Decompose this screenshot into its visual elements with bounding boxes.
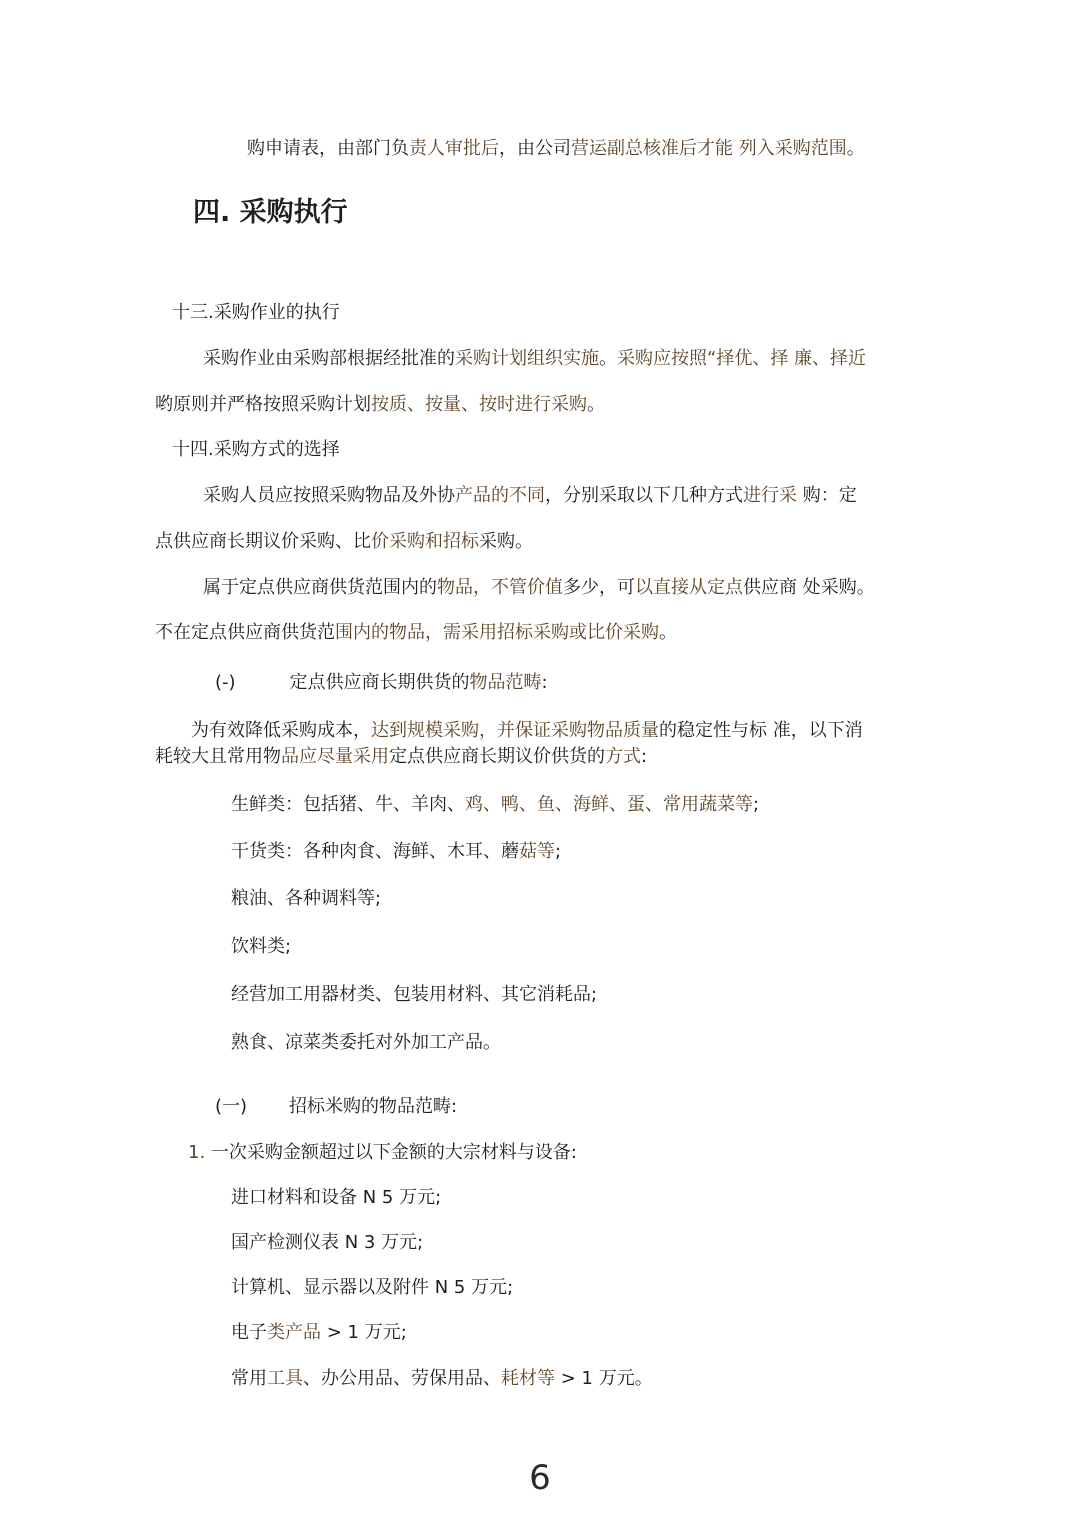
list-item: 饮料类;	[231, 936, 292, 957]
list-item: 经营加工用器材类、包装用材料、其它消耗品;	[231, 984, 598, 1005]
threshold-item: 计算机、显示器以及附件 N 5 万元;	[231, 1277, 514, 1298]
clause-14-paragraph-line-2: 点供应商长期议价采购、比价采购和招标采购。	[155, 531, 533, 552]
threshold-item: 进口材料和设备 N 5 万元;	[231, 1187, 442, 1208]
clause-14-paragraph-line-1: 采购人员应按照采购物品及外协产品的不同，分别采取以下几种方式进行采 购：定	[203, 485, 857, 506]
clause-13-paragraph-line-2: 哟原则并严格按照采购计划按质、按量、按时进行采购。	[155, 394, 605, 415]
list-item: 干货类：各种肉食、海鲜、木耳、蘑菇等;	[231, 841, 562, 862]
threshold-item: 电子类产品 > 1 万元;	[231, 1322, 407, 1343]
list-number: 1.	[188, 1142, 206, 1163]
list-item: 熟食、凉菜类委托对外加工产品。	[231, 1032, 501, 1053]
subsection-2-mark: (一)	[215, 1096, 248, 1117]
clause-13-paragraph-line-1: 采购作业由采购部根据经批准的采购计划组织实施。采购应按照“择优、择 廉、择近	[203, 348, 867, 369]
clause-13-title: 十三.采购作业的执行	[172, 302, 340, 323]
list-item: 粮油、各种调料等;	[231, 888, 382, 909]
section-title: 采购执行	[239, 197, 348, 228]
threshold-item: 常用工具、办公用品、劳保用品、耗材等 > 1 万元。	[231, 1368, 653, 1389]
subsection-2-heading: (一) 招标米购的物品范畴:	[215, 1096, 458, 1117]
cost-paragraph-line-1: 为有效降低采购成本，达到规模采购，并保证采购物品质量的稳定性与标 准，以下消	[191, 720, 863, 741]
subsection-1-mark: (-)	[215, 672, 236, 693]
clause-14-paragraph-line-3: 属于定点供应商供货范围内的物品，不管价值多少，可以直接从定点供应商 处采购。	[203, 577, 875, 598]
intro-line: 购申请表，由部门负责人审批后，由公司营运副总核准后才能 列入采购范围。	[247, 138, 865, 159]
list-item: 生鲜类：包括猪、牛、羊肉、鸡、鸭、鱼、海鲜、蛋、常用蔬菜等;	[231, 794, 760, 815]
clause-14-paragraph-line-4: 不在定点供应商供货范围内的物品，需采用招标采购或比价采购。	[155, 622, 677, 643]
section-number: 四.	[193, 197, 231, 228]
section-heading	[193, 194, 348, 232]
numbered-item-1: 1. 一次采购金额超过以下金额的大宗材料与设备:	[188, 1142, 577, 1163]
subsection-1-heading: (-) 定点供应商长期供货的物品范畴:	[215, 672, 548, 693]
cost-paragraph-line-2: 耗较大且常用物品应尽量采用定点供应商长期议价供货的方式:	[155, 746, 648, 767]
page-number: 6	[529, 1458, 551, 1498]
threshold-item: 国产检测仪表 N 3 万元;	[231, 1232, 424, 1253]
clause-14-title: 十四.采购方式的选择	[172, 439, 340, 460]
